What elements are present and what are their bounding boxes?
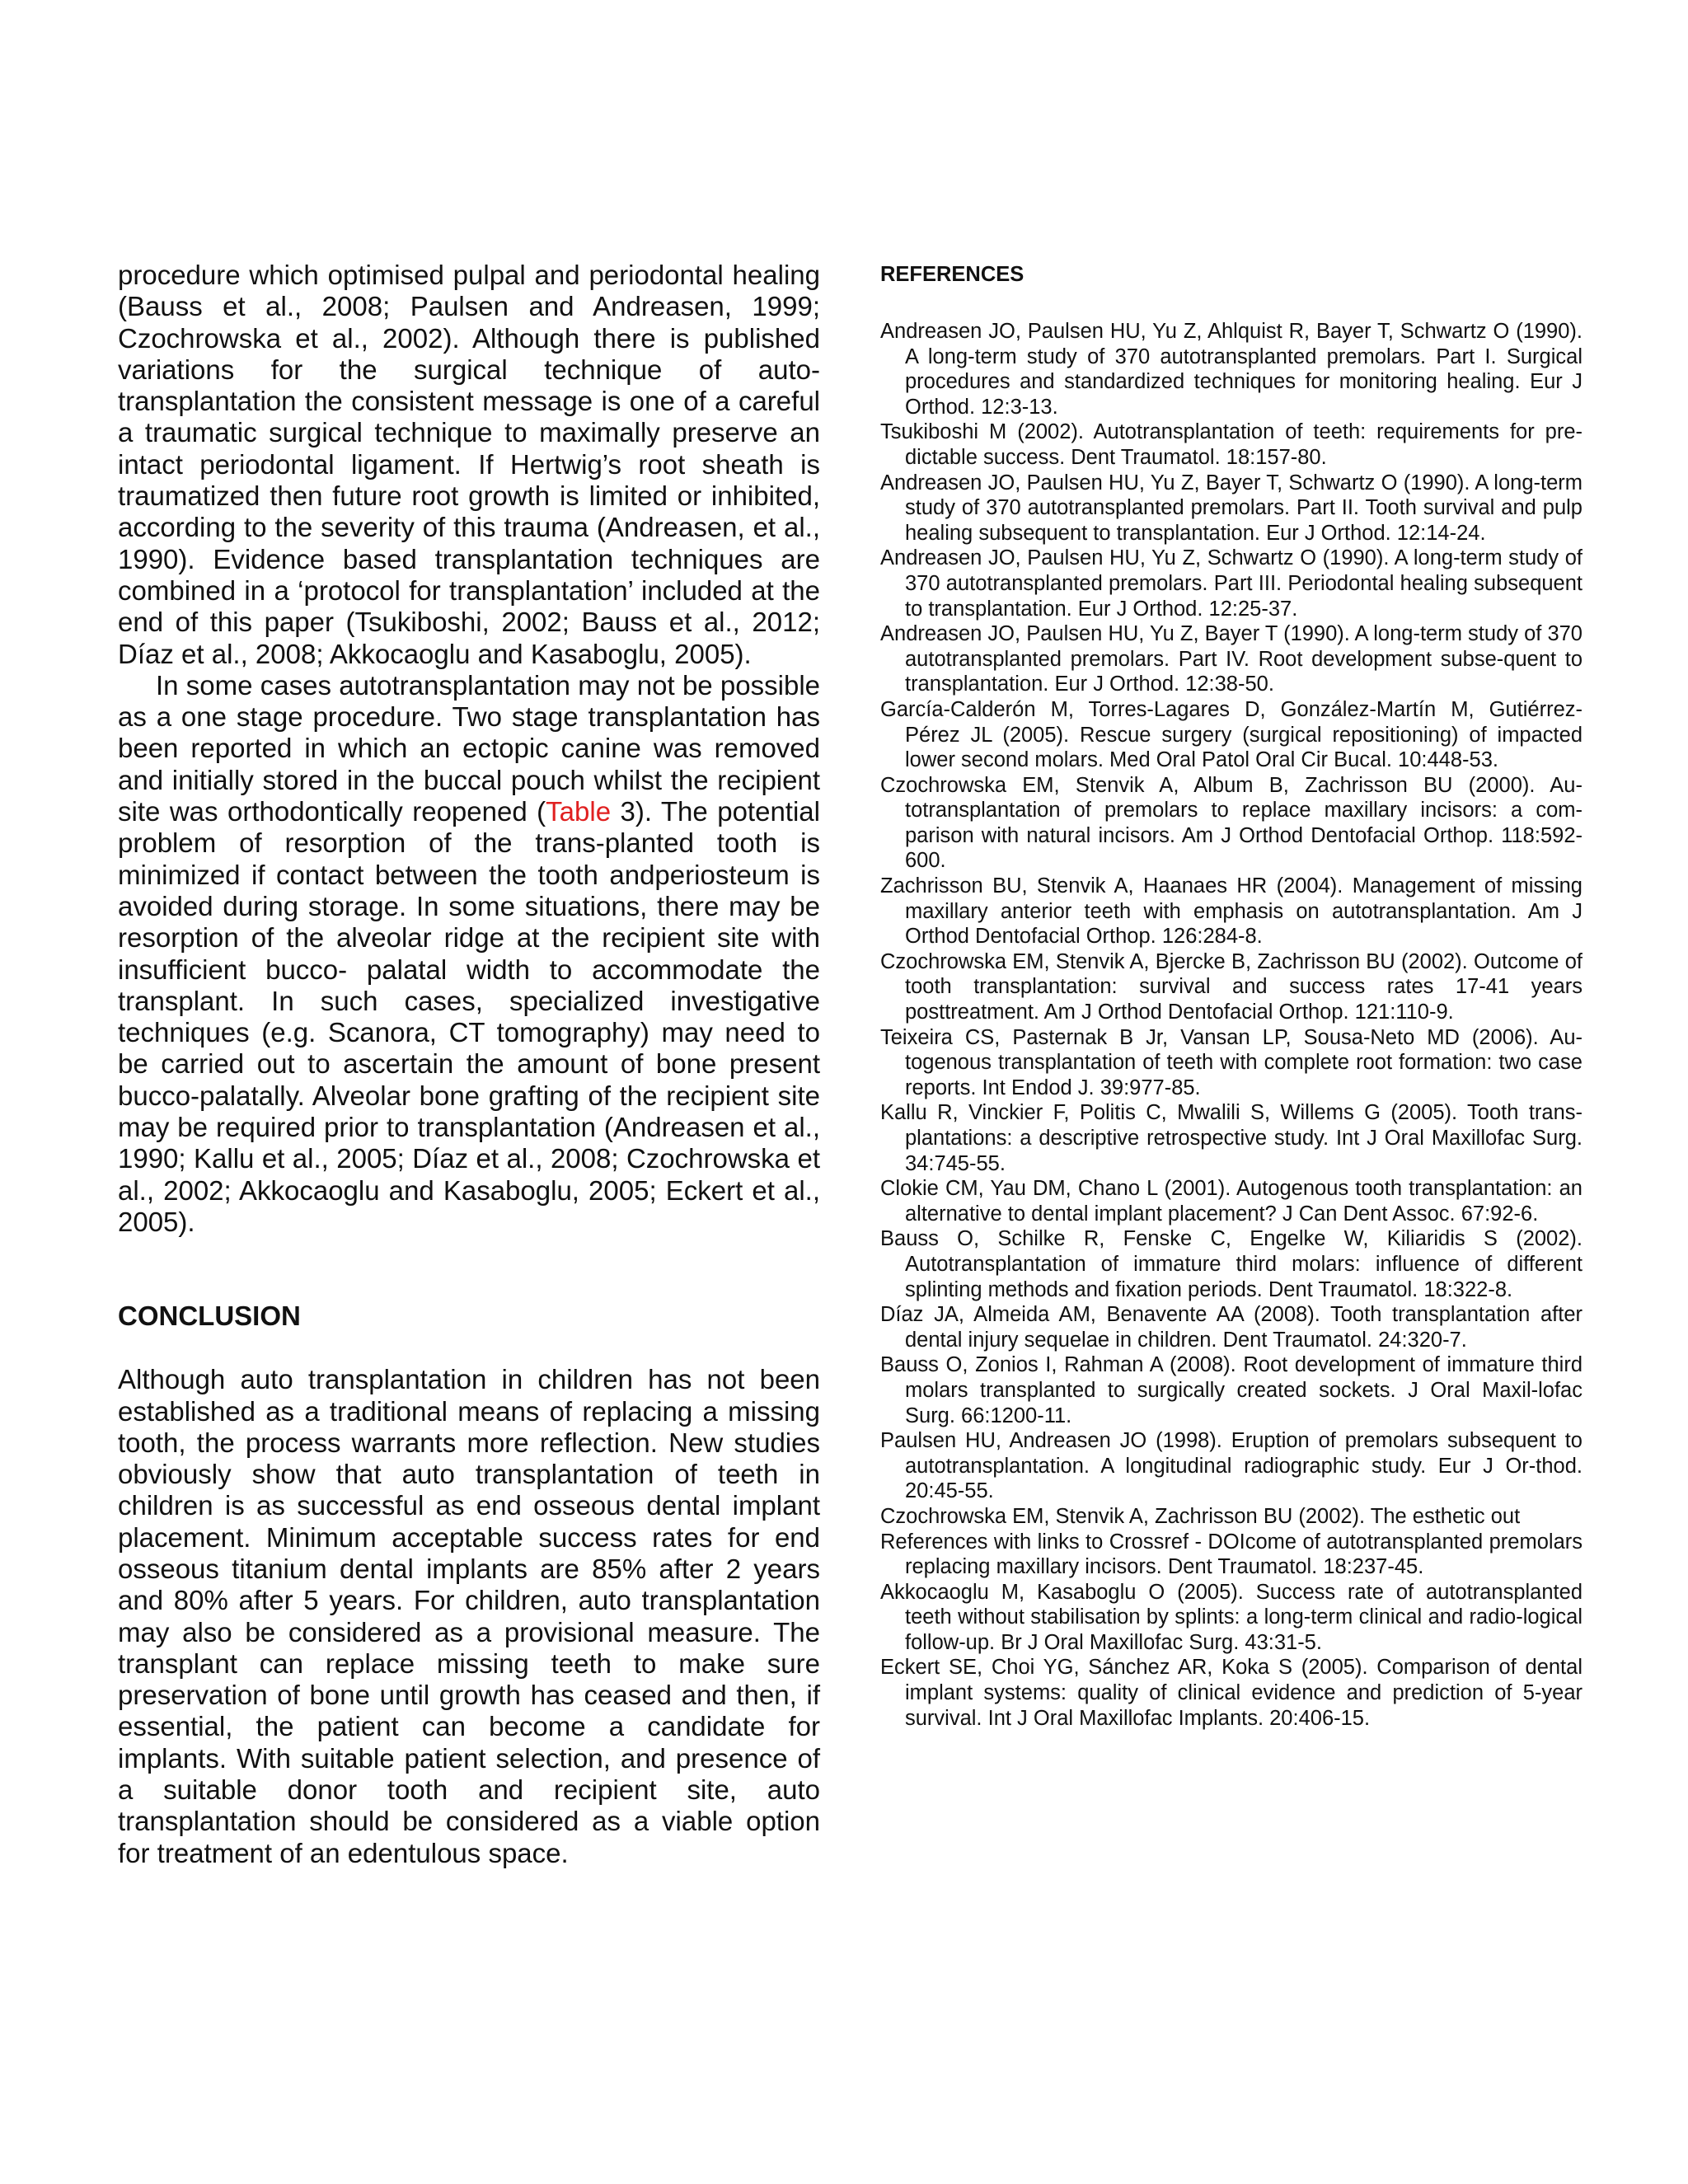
reference-item: Czochrowska EM, Stenvik A, Album B, Zachrisson BU (2000). Au-totransplantation of premolars to replace maxillary incisors: a com-parison with natural incisors. Am J Orthod Dentofacial Orthop. 118:592-600. [880,773,1582,873]
conclusion-heading: CONCLUSION [118,1301,301,1332]
reference-item: Zachrisson BU, Stenvik A, Haanaes HR (2004). Management of missing maxillary anterior teeth with emphasis on autotransplantation. Am J Orthod Dentofacial Orthop. 126:284-8. [880,874,1582,949]
reference-item: Bauss O, Zonios I, Rahman A (2008). Root development of immature third molars transplanted to surgically created sockets. J Oral Maxil-lofac Surg. 66:1200-11. [880,1353,1582,1427]
conclusion-paragraph: Although auto transplantation in children has not been established as a traditional means of replacing a missing tooth, the process warrants more reflection. New studies obviously show that auto transplantation of teeth in children is as successful as end osseous dental implant placement. Minimum acceptable success rates for end osseous titanium dental implants are 85% after 2 years and 80% after 5 years. For children, auto transplantation may also be considered as a provisional measure. The transplant can replace missing teeth to make sure preservation of bone until growth has ceased and then, if essential, the patient can become a candidate for implants. With suitable patient selection, and presence of a suitable donor tooth and recipient site, auto transplantation should be considered as a viable option for treatment of an edentulous space. [118,1364,820,1868]
reference-item: Andreasen JO, Paulsen HU, Yu Z, Ahlquist R, Bayer T, Schwartz O (1990). A long-term study of 370 autotransplanted premolars. Part I. Surgical procedures and standardized techniques for monitoring healing. Eur J Orthod. 12:3-13. [880,320,1582,419]
reference-item: Teixeira CS, Pasternak B Jr, Vansan LP, Sousa-Neto MD (2006). Au-togenous transplantation of teeth with complete root formation: two case reports. Int Endod J. 39:977-85. [880,1025,1582,1099]
reference-item: Andreasen JO, Paulsen HU, Yu Z, Bayer T, Schwartz O (1990). A long-term study of 370 autotransplanted premolars. Part II. Tooth survival and pulp healing subsequent to transplantation. Eur J Orthod. 12:14-24. [880,471,1582,545]
body-paragraph-1: procedure which optimised pulpal and periodontal healing (Bauss et al., 2008; Paulsen and Andreasen, 1999; Czochrowska et al., 2002). Although there is published variations for the surgical technique of auto-transplantation the consistent message is one of a careful a traumatic surgical technique to maximally preserve an intact periodontal ligament. If Hertwig’s root sheath is traumatized then future root growth is limited or inhibited, according to the severity of this trauma (Andreasen, et al., 1990). Evidence based transplantation techniques are combined in a ‘protocol for transplantation’ included at the end of this paper (Tsukiboshi, 2002; Bauss et al., 2012; Díaz et al., 2008; Akkocaoglu and Kasaboglu, 2005). [118,260,820,669]
reference-item: Bauss O, Schilke R, Fenske C, Engelke W, Kiliaridis S (2002). Autotransplantation of immature third molars: influence of different splinting methods and fixation periods. Dent Traumatol. 18:322-8. [880,1227,1582,1301]
reference-item: Tsukiboshi M (2002). Autotransplantation of teeth: requirements for pre-dictable success. Dent Traumatol. 18:157-80. [880,420,1582,469]
body-column [118,260,820,1869]
references-heading: REFERENCES [880,263,1025,286]
reference-item: References with links to Crossref - DOIcome of autotransplanted premolars replacing maxillary incisors. Dent Traumatol. 18:237-45. [880,1530,1582,1579]
body-paragraph-2-start: In some cases autotransplantation may not be possible as a one stage procedure. Two stage transplantation has been reported in which an ectopic canine was removed and initially stored in the buccal pouch whilst the recipient site was orthodontically reopened ( [118,669,820,827]
reference-item: Eckert SE, Choi YG, Sánchez AR, Koka S (2005). Comparison of dental implant systems: quality of clinical evidence and prediction of 5-year survival. Int J Oral Maxillofac Implants. 20:406-15. [880,1656,1582,1730]
table-3-link[interactable]: Table [546,796,612,827]
reference-item: Czochrowska EM, Stenvik A, Zachrisson BU (2002). The esthetic out [880,1504,1521,1528]
reference-item: Andreasen JO, Paulsen HU, Yu Z, Bayer T (1990). A long-term study of 370 autotransplanted premolars. Part IV. Root development subse-quent to transplantation. Eur J Orthod. 12:38-50. [880,622,1582,696]
reference-item: Clokie CM, Yau DM, Chano L (2001). Autogenous tooth transplantation: an alternative to dental implant placement? J Can Dent Assoc. 67:92-6. [880,1177,1582,1226]
reference-item: Paulsen HU, Andreasen JO (1998). Eruption of premolars subsequent to autotransplantation. A longitudinal radiographic study. Eur J Or-thod. 20:45-55. [880,1429,1582,1503]
reference-item: Díaz JA, Almeida AM, Benavente AA (2008). Tooth transplantation after dental injury sequelae in children. Dent Traumatol. 24:320-7. [880,1303,1582,1352]
reference-item: García-Calderón M, Torres-Lagares D, González-Martín M, Gutiérrez-Pérez JL (2005). Rescue surgery (surgical repositioning) of impacted lower second molars. Med Oral Patol Oral Cir Bucal. 10:448-53. [880,697,1582,772]
reference-item: Czochrowska EM, Stenvik A, Bjercke B, Zachrisson BU (2002). Outcome of tooth transplantation: survival and success rates 17-41 years posttreatment. Am J Orthod Dentofacial Orthop. 121:110-9. [880,949,1582,1024]
reference-item: Akkocaoglu M, Kasaboglu O (2005). Success rate of autotransplanted teeth without stabilisation by splints: a long-term clinical and radio-logical follow-up. Br J Oral Maxillofac Surg. 43:31-5. [880,1580,1582,1654]
body-paragraph-2 [118,670,820,1238]
reference-item: Kallu R, Vinckier F, Politis C, Mwalili S, Willems G (2005). Tooth trans-plantations: a descriptive retrospective study. Int J Oral Maxillofac Surg. 34:745-55. [880,1101,1582,1175]
references-column [880,262,1582,1731]
reference-item: Andreasen JO, Paulsen HU, Yu Z, Schwartz O (1990). A long-term study of 370 autotransplanted premolars. Part III. Periodontal healing subsequent to transplantation. Eur J Orthod. 12:25-37. [880,546,1582,621]
body-paragraph-2-end: 3). The potential problem of resorption of the trans-planted tooth is minimized if contact between the tooth andperiosteum is avoided during storage. In some situations, there may be resorption of the alveolar ridge at the recipient site with insufficient bucco- palatal width to accommodate the transplant. In such cases, specialized investigative techniques (e.g. Scanora, CT tomography) may need to be carried out to ascertain the amount of bone present bucco-palatally. Alveolar bone grafting of the recipient site may be required prior to transplantation (Andreasen et al., 1990; Kallu et al., 2005; Díaz et al., 2008; Czochrowska et al., 2002; Akkocaoglu and Kasaboglu, 2005; Eckert et al., 2005). [118,796,820,1237]
